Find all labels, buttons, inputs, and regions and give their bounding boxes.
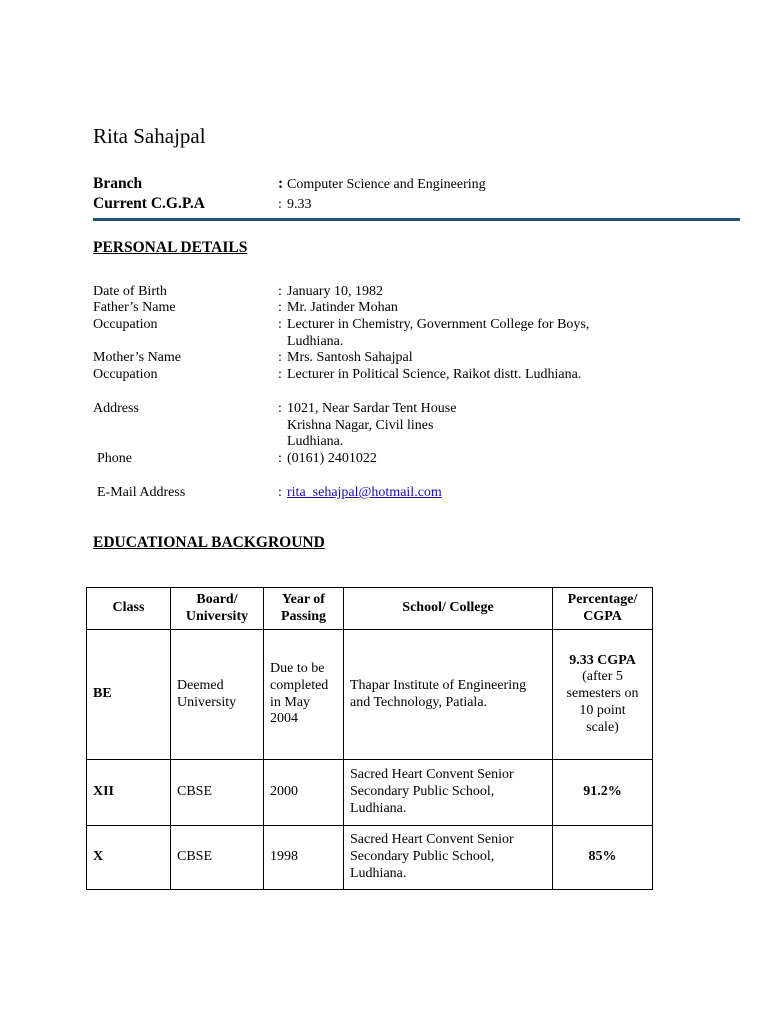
- percentage-cell: 85%: [553, 826, 653, 890]
- address-line-3: Ludhiana.: [287, 434, 344, 449]
- section-divider: [93, 218, 740, 221]
- colon: :: [278, 401, 282, 416]
- colon: :: [278, 350, 282, 365]
- year-cell: 2000: [264, 760, 344, 826]
- percentage-cell: 9.33 CGPA (after 5 semesters on 10 point scale): [553, 630, 653, 760]
- father-name-value: Mr. Jatinder Mohan: [287, 300, 398, 315]
- dob-value: January 10, 1982: [287, 284, 384, 299]
- header-year: Year of Passing: [264, 588, 344, 630]
- percentage-cell: 91.2%: [553, 760, 653, 826]
- education-table: [86, 587, 653, 890]
- cgpa-value: 9.33: [287, 197, 312, 212]
- colon: :: [278, 367, 282, 382]
- educational-background-heading: EDUCATIONAL BACKGROUND: [93, 534, 325, 551]
- father-occupation-label: Occupation: [93, 317, 158, 332]
- father-name-label: Father’s Name: [93, 300, 176, 315]
- board-cell: CBSE: [171, 826, 264, 890]
- dob-label: Date of Birth: [93, 284, 167, 299]
- mother-name-label: Mother’s Name: [93, 350, 181, 365]
- address-line-2: Krishna Nagar, Civil lines: [287, 418, 434, 433]
- father-occupation-value: Lecturer in Chemistry, Government College for Boys,: [287, 317, 590, 332]
- board-cell: Deemed University: [171, 630, 264, 760]
- header-school: School/ College: [344, 588, 553, 630]
- table-header-row: [87, 588, 653, 630]
- year-cell: Due to be completed in May 2004: [264, 630, 344, 760]
- cgpa-colon: :: [278, 197, 282, 212]
- mother-occupation-label: Occupation: [93, 367, 158, 382]
- mother-name-value: Mrs. Santosh Sahajpal: [287, 350, 413, 365]
- year-cell: 1998: [264, 826, 344, 890]
- class-cell: X: [87, 826, 171, 890]
- table-row: [87, 760, 653, 826]
- address-label: Address: [93, 401, 139, 416]
- phone-label: Phone: [97, 451, 132, 466]
- candidate-name: Rita Sahajpal: [93, 124, 206, 148]
- header-class: Class: [87, 588, 171, 630]
- branch-value: Computer Science and Engineering: [287, 177, 486, 192]
- header-percentage: Percentage/ CGPA: [553, 588, 653, 630]
- cgpa-label: Current C.G.P.A: [93, 195, 205, 212]
- branch-colon: :: [278, 175, 284, 192]
- board-cell: CBSE: [171, 760, 264, 826]
- email-label: E-Mail Address: [97, 485, 186, 500]
- father-occupation-value-cont: Ludhiana.: [287, 334, 344, 349]
- personal-details-heading: PERSONAL DETAILS: [93, 239, 248, 256]
- mother-occupation-value: Lecturer in Political Science, Raikot distt. Ludhiana.: [287, 367, 582, 382]
- table-row: [87, 826, 653, 890]
- address-line-1: 1021, Near Sardar Tent House: [287, 401, 457, 416]
- colon: :: [278, 485, 282, 500]
- colon: :: [278, 300, 282, 315]
- school-cell: Sacred Heart Convent Senior Secondary Public School, Ludhiana.: [344, 826, 553, 890]
- class-cell: XII: [87, 760, 171, 826]
- phone-value: (0161) 2401022: [287, 451, 377, 466]
- table-row: [87, 630, 653, 760]
- colon: :: [278, 317, 282, 332]
- school-cell: Thapar Institute of Engineering and Technology, Patiala.: [344, 630, 553, 760]
- header-board: Board/ University: [171, 588, 264, 630]
- colon: :: [278, 451, 282, 466]
- class-cell: BE: [87, 630, 171, 760]
- school-cell: Sacred Heart Convent Senior Secondary Public School, Ludhiana.: [344, 760, 553, 826]
- branch-label: Branch: [93, 175, 143, 192]
- email-link[interactable]: rita_sehajpal@hotmail.com: [287, 485, 442, 500]
- colon: :: [278, 284, 282, 299]
